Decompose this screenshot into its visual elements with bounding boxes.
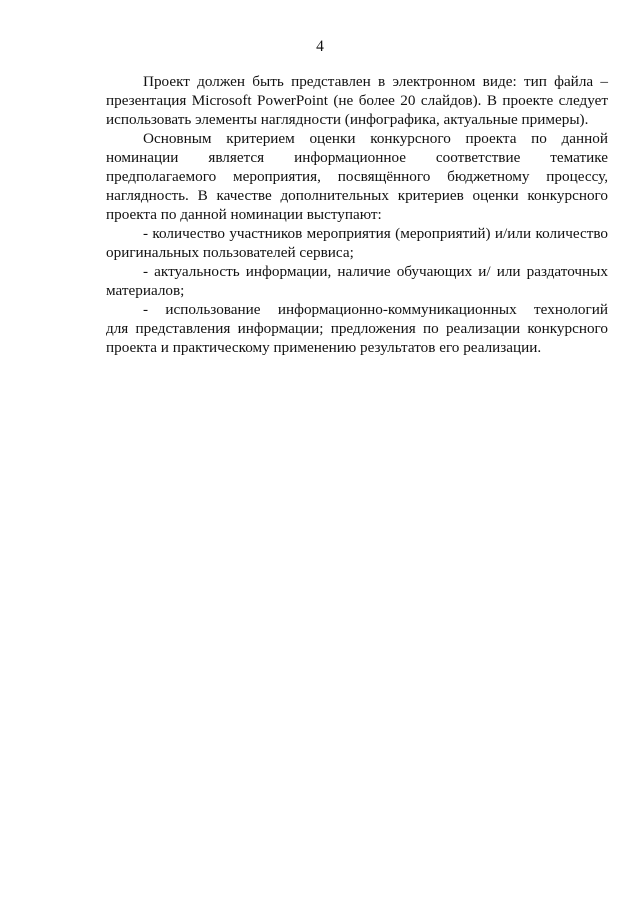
text-line: Проект должен быть представлен в электронном виде: тип файла – xyxy=(143,73,608,90)
text-line: для представления информации; предложения по реализации конкурсного xyxy=(106,320,608,337)
text-line: наглядность. В качестве дополнительных критериев оценки конкурсного xyxy=(106,187,608,204)
text-line: - количество участников мероприятия (мероприятий) и/или количество xyxy=(143,225,608,242)
text-line: - использование информационно-коммуникационных технологий xyxy=(143,301,608,318)
body-text xyxy=(106,72,608,357)
page-number: 4 xyxy=(316,38,324,55)
list-item-relevance xyxy=(106,262,608,300)
text-line: проекта по данной номинации выступают: xyxy=(106,206,382,223)
text-line: презентация Microsoft PowerPoint (не более 20 слайдов). В проекте следует xyxy=(106,92,608,109)
text-line: номинации является информационное соответствие тематике xyxy=(106,149,608,166)
text-line: проекта и практическому применению результатов его реализации. xyxy=(106,339,542,356)
list-item-ict xyxy=(106,300,608,357)
text-line: - актуальность информации, наличие обучающих и/ или раздаточных xyxy=(143,263,608,280)
paragraph-criteria xyxy=(106,129,608,224)
paragraph-file-format xyxy=(106,72,608,129)
text-line: Основным критерием оценки конкурсного проекта по данной xyxy=(143,130,608,147)
text-line: материалов; xyxy=(106,282,185,299)
text-line: предполагаемого мероприятия, посвящённого бюджетному процессу, xyxy=(106,168,608,185)
list-item-participants xyxy=(106,224,608,262)
text-line: использовать элементы наглядности (инфографика, актуальные примеры). xyxy=(106,111,589,128)
text-line: оригинальных пользователей сервиса; xyxy=(106,244,354,261)
